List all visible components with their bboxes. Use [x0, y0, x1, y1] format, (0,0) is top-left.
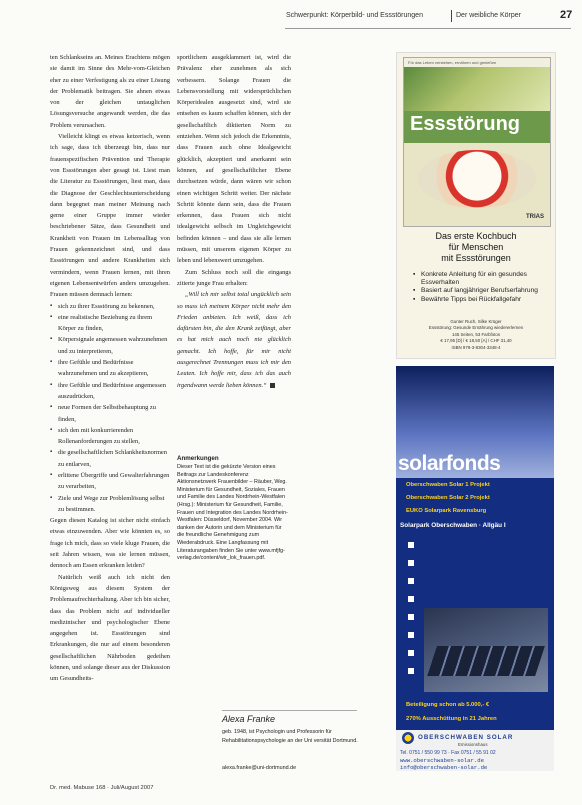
list-item: ▪ ihre Gefühle und Bedürfnisse angemessen auszudrücken, — [50, 380, 170, 403]
headline-line: mit Essstörungen — [441, 253, 511, 263]
list-item: ▪ Körpersignale angemessen wahrzunehmen und zu interpretieren, — [50, 334, 170, 357]
book-details — [407, 319, 545, 351]
paragraph: sportlichem ausgeklammert ist, wird die Prävalenz eher zunehmen als sich verbessern. Solange Frauen die Lebensvorstellung mit widersprüchlichen Körperidealen ausgesetzt sind, wird sie entsehen es kaum schaffen können, sich der gesellschaftlich diktierten Norm zu entziehen. Wenn sich jedoch die Erkenntnis, dass Frauen auch ohne Idealgewicht glücklich, akzeptiert und anerkannt sein können, auf gesellschaftlicher Ebene durchsetzen würde, dann wären wir schon einen wichtigen Schritt weiter. Der nächste Schritt könnte dann sein, dass die Frauen erkennen, dass Frauen sich nicht idealgewicht selbsch im Ungleichgewicht befinden können – und dass sie alle lernen müssen, mit unserem eigenen Körper zu leben und lebenswert umzugehen. — [177, 54, 291, 265]
checkbox-square-icon — [408, 596, 414, 602]
annotations-text: Dieser Text ist die gekürzte Version eines Beitrags zur Landeskonferenz Aktionsnetzwerk Frauenbilder – Räuber, Weg. Ministerium für Gesundheit, Soziales, Frauen und Familie des Landes Nordrhein-Westfalen (Hrsg.): Ministerium für Gesundheit, Familie, Frauen und Integration des Landes Nordrhein-Westfalen: Düsseldorf, November 2004. Wir danken der Autorin und dem Ministerium für die freundliche Genehmigung zum Wiederabdruck. Eine Langfassung mit Literaturangaben finden Sie unter www.mfjfg-verlag.de/content/wir_lok_frauen.pdf. — [177, 464, 288, 562]
checkbox-square-icon — [408, 632, 414, 638]
company-subtitle: Emissionshaus — [458, 742, 488, 747]
annotations-box — [177, 455, 289, 563]
closing-quote — [177, 289, 291, 391]
header-divider — [451, 10, 452, 22]
checkbox-square-icon — [408, 650, 414, 656]
company-name: OBERSCHWABEN SOLAR — [418, 734, 514, 741]
detail-line: ISBN 978-3-8304-3348-4 — [451, 344, 501, 350]
author-name: Alexa Franke — [222, 714, 276, 724]
feature-item: ▪ Bewährte Tipps bei Rückfallgefahr — [413, 296, 551, 304]
publisher-logo: TRIAS — [526, 214, 544, 220]
offer-bullet: Beteiligung schon ab 5.000,- € — [406, 702, 490, 708]
section-subtitle: Der weibliche Körper — [456, 12, 521, 19]
list-item: ▪ die gesellschaftlichen Schlankheitsnormen zu entlarven, — [50, 447, 170, 470]
header-rule — [285, 28, 571, 29]
paragraph: Natürlich weiß auch ich nicht den Königsweg aus diesem System der Problemaufrechterhaltung. Aber ich bin sicher, dass das Problem nicht auf individueller medizinischer und psychologischer Ebene angegehen ist. Essstörungen sind Erkrankungen, die nur auf einem besonderen gesellschaftlichen Nährboden gedeihen können, und solange dieser aus der Diskussion um Gesundheits- — [50, 573, 170, 683]
learning-list — [50, 301, 170, 516]
food-plate-image — [418, 150, 536, 208]
ad-title: solarfonds — [398, 452, 501, 475]
paragraph: ten Schlankseins an. Meines Erachtens mögen sie damit im Sinne des Mehr-vom-Gleichen eher zu einer Verfestigung als zu einer Lösung der Problematik beitragen. Sie ahnen etwas von der gleichen untauglichen Lösungsversuche angewandt werden, die das Problem verursachen. — [50, 54, 170, 129]
list-item: ▪ sich zu ihrer Essstörung zu bekennen, — [50, 301, 170, 312]
checkbox-square-icon — [408, 542, 414, 548]
headline-line: für Menschen — [448, 242, 504, 252]
cover-strip: Für das Leben verstehen, ernähren und genießen — [404, 58, 550, 67]
project-line: Oberschwaben Solar 2 Projekt — [406, 495, 490, 501]
list-item: ▪ Ziele und Wege zur Problemlösung selbst zu bestimmen. — [50, 493, 170, 516]
author-email[interactable]: alexa.franke@uni-dortmund.de — [222, 765, 297, 771]
checkbox-square-icon — [408, 578, 414, 584]
solarfonds-advertisement[interactable] — [396, 366, 554, 771]
detail-line: € 17,95 [D] / € 18,50 [A] / CHF 31,40 — [440, 338, 512, 344]
book-advertisement[interactable] — [396, 52, 556, 359]
quote-text: „Will ich mir selbst total ungücklich sein so muss ich meinem Körper nicht mehr den Frieden anbieten. Ich weiß, dass ich dafürsten bin, die den Krank zeifüngt, aber es hat mich auch noch nie glücklich gemacht. Ich hoffe, für mir nicht ausgerechnet Trennungen muss ich mir den Leuten. Ich hoffe mir, dass ich das auch irgendwann werde lieben können.“ — [177, 291, 291, 389]
cover-title-band — [404, 111, 550, 143]
headline-line: Das erste Kochbuch — [435, 231, 517, 241]
feature-item: ▪ Basiert auf langjähriger Berufserfahrung — [413, 287, 551, 295]
feature-item: ▪ Konkrete Anleitung für ein gesundes Essverhalten — [413, 271, 551, 287]
detail-line: 145 Seiten, 53 Farbfotos — [451, 331, 501, 337]
offer-bullet: 270% Ausschüttung in 21 Jahren — [406, 716, 497, 722]
text-column-1 — [50, 52, 170, 685]
company-email[interactable]: info@oberschwaben-solar.de — [400, 764, 488, 771]
solar-panel-image — [424, 608, 548, 692]
detail-line: Essstörung: Gesunde Ernährung wiedererlernen — [428, 325, 524, 331]
list-item: ▪ neue Formen der Selbstbehauptung zu finden, — [50, 402, 170, 425]
sun-logo-icon — [402, 732, 414, 744]
project-line: Oberschwaben Solar 1 Projekt — [406, 482, 490, 488]
checkbox-square-icon — [408, 668, 414, 674]
book-cover — [403, 57, 551, 227]
annotations-title: Anmerkungen — [177, 455, 219, 462]
project-line: EUKO Solarpark Ravensburg — [406, 508, 487, 514]
cover-photo — [404, 67, 550, 111]
list-item: ▪ ihre Gefühle und Bedürfnisse wahrzunehmen und zu akzeptieren, — [50, 357, 170, 380]
list-item: ▪ sich den mit konkurrierenden Rollenanforderungen zu stellen, — [50, 425, 170, 448]
company-block — [396, 730, 554, 771]
book-features — [413, 271, 551, 304]
end-mark-icon — [270, 383, 275, 388]
list-item: ▪ erlittene Übergriffe und Gewalterfahrungen zu verarbeiten, — [50, 470, 170, 493]
section-title: Schwerpunkt: Körperbild- und Essstörungen — [286, 12, 423, 19]
detail-line: Gunter Ruch, Silke Krüger — [450, 319, 502, 324]
checkbox-square-icon — [408, 614, 414, 620]
page-header — [0, 8, 582, 32]
paragraph: Vielleicht klingt es etwas ketzerisch, wenn ich sage, dass ich überzeugt bin, dass nur frauenspezifischen Prävention und Therapie von Essstörungen aber gesagt ist. Liest man die Literatur zu Essstörungen, liest man, dass die Diagnose der Geschlechtsunterscheidung dann begegnet man meiner Meinung nach gerne einer Gruppe immer wieder beschriebener Sätze, dass Gesundheit und Krankheit von Frauen im Lebensalltag von Frauen gekennzeichnet sind, und dass Essstörungen und andere Krankheiten sich vermindern, wenn Frauen lernen, mit ihren eigenen Lebensentwürfen anders umzugehen. Frauen müssen demnach lernen: — [50, 133, 170, 299]
company-phone: Tel. 0751 / 550 99 73 · Fax 0751 / 55 91 02 — [400, 750, 496, 756]
author-divider — [222, 710, 357, 711]
page-footer: Dr. med. Mabuse 168 · Juli/August 2007 — [50, 785, 154, 791]
checkbox-square-icon — [408, 560, 414, 566]
ad-subtitle: Solarpark Oberschwaben · Allgäu I — [400, 522, 506, 529]
book-headline — [397, 231, 555, 264]
text-column-2 — [177, 52, 291, 391]
list-item: ▪ eine realistische Beziehung zu ihrem Körper zu finden, — [50, 312, 170, 335]
company-website[interactable]: www.oberschwaben-solar.de — [400, 757, 484, 764]
cover-title: Essstörung — [410, 113, 521, 135]
author-bio: geb. 1948, ist Psychologin und Professorin für Rehabilitationspsychologie an der Uni versität Dortmund. — [222, 729, 358, 744]
paragraph: Gegen diesen Katalog ist sicher nicht einfach etwas einzuwenden. Aber wie könnten es, so frage ich mich, dass so viele kluge Frauen, die seit Jahren wissen, was sie lernen müssen, dennoch am Essen erkranken leiden? — [50, 517, 170, 570]
paragraph: Zum Schluss noch soll die eingangs zitierte junge Frau erhalten: — [177, 268, 291, 287]
page-number: 27 — [560, 9, 573, 21]
